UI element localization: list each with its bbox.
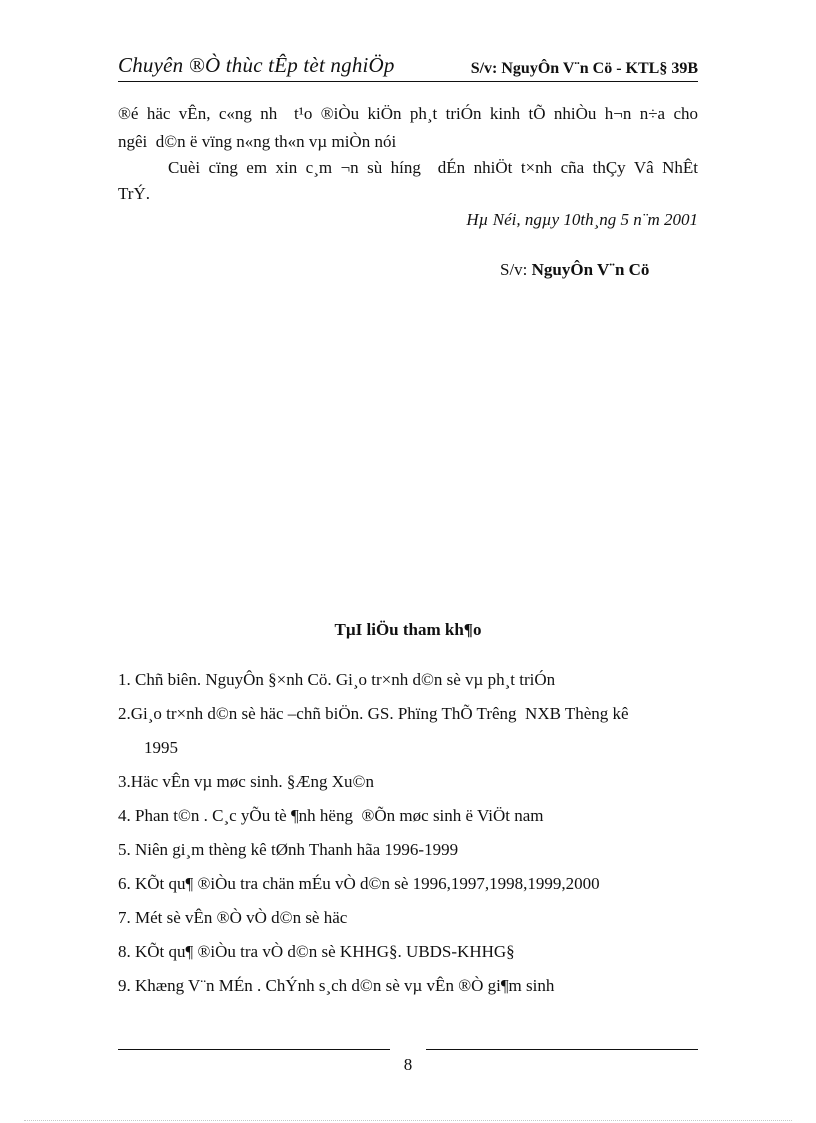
reference-item xyxy=(118,799,698,833)
footer-divider-left xyxy=(118,1049,390,1050)
reference-item xyxy=(118,867,698,901)
reference-text: 4. Phan t©n . C¸c yÕu tè ¶nh hëng ®Õn møc sinh ë ViÖt nam xyxy=(118,806,544,825)
reference-item xyxy=(118,697,698,765)
signature-line xyxy=(500,260,649,280)
body-paragraph-line-2: ngêi d©n ë vïng n«ng th«n vµ miÒn nói xyxy=(118,132,397,151)
reference-item xyxy=(118,833,698,867)
signature-name: NguyÔn V¨n Cö xyxy=(531,260,650,279)
reference-item xyxy=(118,935,698,969)
page-bottom-edge xyxy=(24,1120,792,1121)
signature-prefix: S/v: xyxy=(500,260,532,279)
page-number: 8 xyxy=(403,1055,413,1074)
footer-divider-right xyxy=(426,1049,698,1050)
reference-text: 7. Mét sè vÊn ®Ò vÒ d©n sè häc xyxy=(118,908,348,927)
body-paragraph-line-1: ®é häc vÊn, c«ng nh t¹o ®iÒu kiÖn ph¸t triÓn kinh tÕ nhiÒu h¬n n÷a cho xyxy=(118,104,698,123)
date-line: Hµ Néi, ngµy 10th¸ng 5 n¨m 2001 xyxy=(466,210,698,229)
reference-text: 8. KÕt qu¶ ®iÒu tra vÒ d©n sè KHHG§. UBDS-KHHG§ xyxy=(118,942,515,961)
header-author: S/v: NguyÔn V¨n Cö - KTL§ 39B xyxy=(470,60,698,77)
references-title: TµI liÖu tham kh¶o xyxy=(334,620,482,639)
body-paragraph-line-3: Cuèi cïng em xin c¸m ¬n sù híng dÉn nhiÖt t×nh cña thÇy Vâ NhÊt xyxy=(168,158,698,177)
reference-text: 3.Häc vÊn vµ møc sinh. §Æng Xu©n xyxy=(118,772,374,791)
reference-item xyxy=(118,765,698,799)
reference-item xyxy=(118,663,698,697)
header-title: Chuyên ®Ò thùc tÊp tèt nghiÖp xyxy=(118,53,395,77)
header-divider xyxy=(118,81,698,82)
body-paragraph-line-4: TrÝ. xyxy=(118,184,150,203)
reference-text: 1. Chñ biên. NguyÔn §×nh Cö. Gi¸o tr×nh d©n sè vµ ph¸t triÓn xyxy=(118,670,556,689)
page-header xyxy=(118,52,698,82)
reference-text: 5. Niên gi¸m thèng kê tØnh Thanh hãa 1996-1999 xyxy=(118,840,459,859)
references-list xyxy=(118,663,698,1003)
reference-text: 2.Gi¸o tr×nh d©n sè häc –chñ biÖn. GS. Phïng ThÕ Trêng NXB Thèng kê xyxy=(118,704,629,723)
reference-text: 9. Khæng V¨n MÉn . ChÝnh s¸ch d©n sè vµ vÊn ®Ò gi¶m sinh xyxy=(118,976,555,995)
reference-item xyxy=(118,969,698,1003)
reference-continuation: 1995 xyxy=(144,738,178,757)
reference-text: 6. KÕt qu¶ ®iÒu tra chän mÉu vÒ d©n sè 1996,1997,1998,1999,2000 xyxy=(118,874,600,893)
reference-item xyxy=(118,901,698,935)
